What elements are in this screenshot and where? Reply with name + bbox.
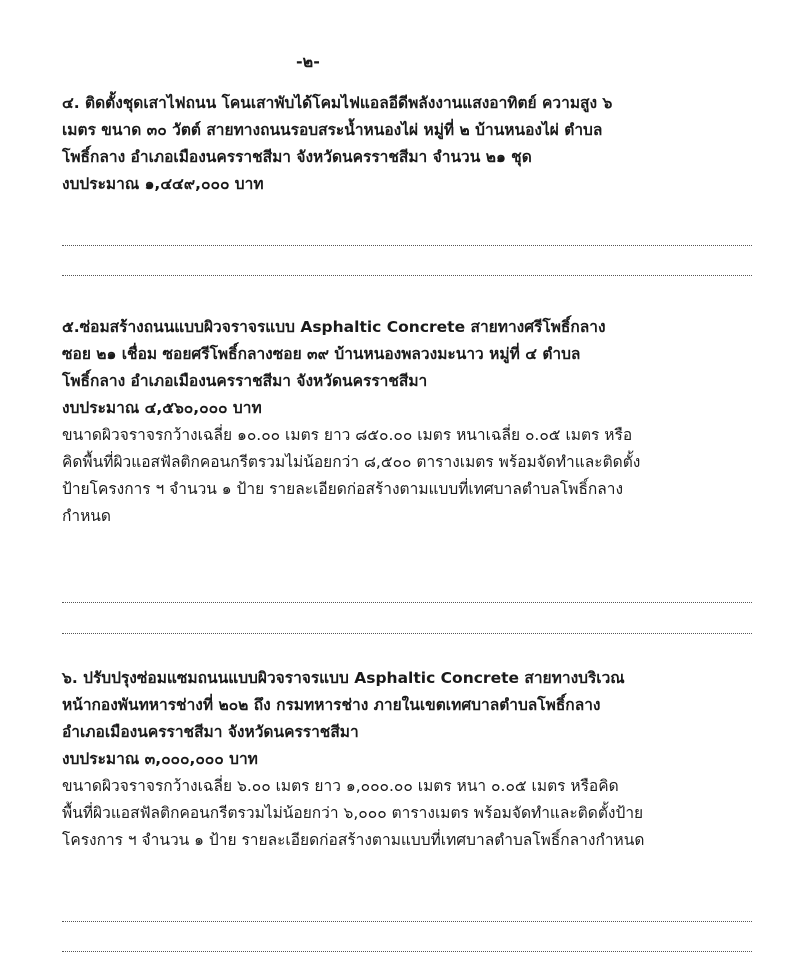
item-detail-line: โครงการ ฯ จำนวน ๑ ป้าย รายละเอียดก่อสร้างตามแบบที่เทศบาลตำบลโพธิ์กลางกำหนด [62, 831, 645, 849]
item-detail-line: ขนาดผิวจราจรกว้างเฉลี่ย ๖.๐๐ เมตร ยาว ๑,๐๐๐.๐๐ เมตร หนา ๐.๐๕ เมตร หรือคิด [62, 777, 619, 795]
dotted-divider [62, 601, 752, 603]
dotted-divider [62, 632, 752, 634]
budget-line: งบประมาณ ๓,๐๐๐,๐๐๐ บาท [62, 750, 258, 768]
budget-line: งบประมาณ ๑,๔๔๙,๐๐๐ บาท [62, 175, 264, 193]
item-heading-line: โพธิ์กลาง อำเภอเมืองนครราชสีมา จังหวัดนครราชสีมา [62, 372, 428, 390]
dotted-divider [62, 950, 752, 952]
page-number: -๒- [296, 52, 320, 71]
budget-line: งบประมาณ ๔,๕๖๐,๐๐๐ บาท [62, 399, 262, 417]
item-heading-line: อำเภอเมืองนครราชสีมา จังหวัดนครราชสีมา [62, 723, 359, 741]
item-detail-line: ป้ายโครงการ ฯ จำนวน ๑ ป้าย รายละเอียดก่อสร้างตามแบบที่เทศบาลตำบลโพธิ์กลาง [62, 480, 624, 498]
item-heading-line: ซอย ๒๑ เชื่อม ซอยศรีโพธิ์กลางซอย ๓๙ บ้านหนองพลวงมะนาว หมู่ที่ ๔ ตำบล [62, 345, 581, 363]
item-heading-line: โพธิ์กลาง อำเภอเมืองนครราชสีมา จังหวัดนครราชสีมา จำนวน ๒๑ ชุด [62, 148, 532, 166]
dotted-divider [62, 274, 752, 276]
item-heading-line: เมตร ขนาด ๓๐ วัตต์ สายทางถนนรอบสระน้ำหนองไผ่ หมู่ที่ ๒ บ้านหนองไผ่ ตำบล [62, 121, 603, 139]
item-detail-line: คิดพื้นที่ผิวแอสฟัลติกคอนกรีตรวมไม่น้อยกว่า ๘,๕๐๐ ตารางเมตร พร้อมจัดทำและติดตั้ง [62, 453, 641, 471]
item-heading-line: ๔. ติดตั้งชุดเสาไฟถนน โคนเสาพับได้โคมไฟแอลอีดีพลังงานแสงอาทิตย์ ความสูง ๖ [62, 94, 613, 112]
item-heading-line: ๖. ปรับปรุงซ่อมแซมถนนแบบผิวจราจรแบบ Asphaltic Concrete สายทางบริเวณ [62, 669, 625, 687]
dotted-divider [62, 244, 752, 246]
item-detail-line: กำหนด [62, 507, 111, 525]
item-heading-line: หน้ากองพันทหารช่างที่ ๒๐๒ ถึง กรมทหารช่าง ภายในเขตเทศบาลตำบลโพธิ์กลาง [62, 696, 601, 714]
dotted-divider [62, 920, 752, 922]
project-item-6 [62, 665, 752, 854]
item-detail-line: ขนาดผิวจราจรกว้างเฉลี่ย ๑๐.๐๐ เมตร ยาว ๘๕๐.๐๐ เมตร หนาเฉลี่ย ๐.๐๕ เมตร หรือ [62, 426, 633, 444]
project-item-5 [62, 314, 752, 530]
item-heading-line: ๕.ซ่อมสร้างถนนแบบผิวจราจรแบบ Asphaltic Concrete สายทางศรีโพธิ์กลาง [62, 318, 606, 336]
item-detail-line: พื้นที่ผิวแอสฟัลติกคอนกรีตรวมไม่น้อยกว่า ๖,๐๐๐ ตารางเมตร พร้อมจัดทำและติดตั้งป้าย [62, 804, 644, 822]
project-item-4 [62, 90, 752, 198]
